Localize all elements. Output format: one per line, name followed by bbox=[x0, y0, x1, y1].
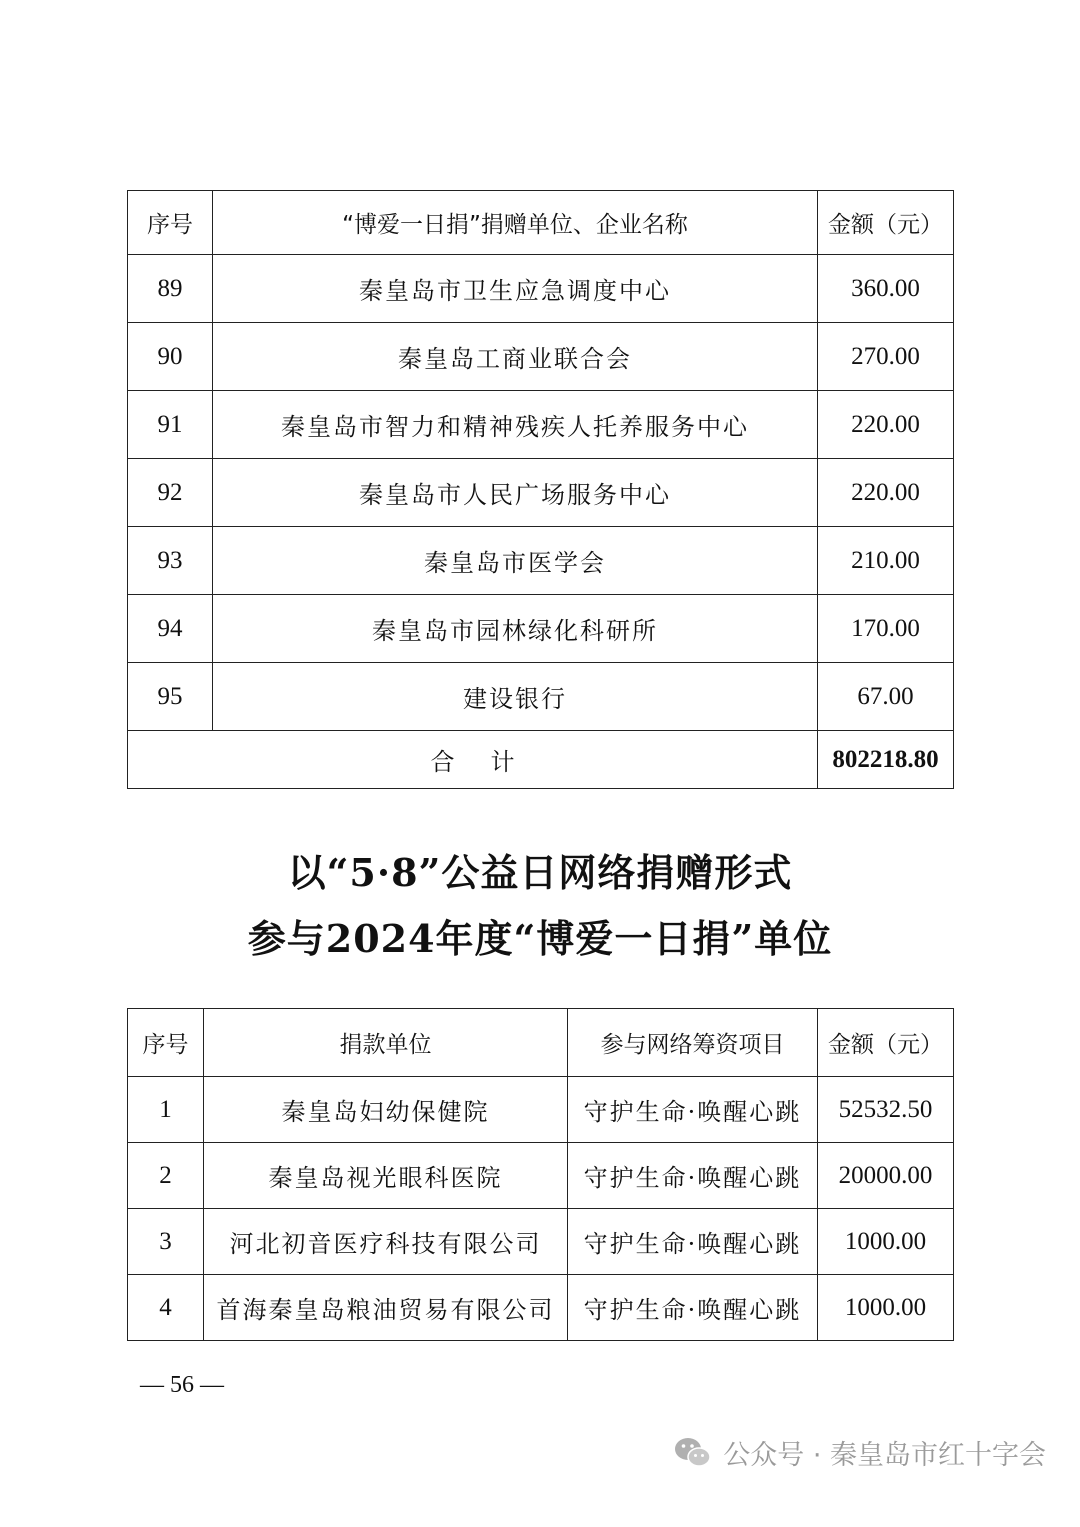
cell-name: 秦皇岛市智力和精神残疾人托养服务中心 bbox=[213, 391, 818, 459]
cell-amount: 20000.00 bbox=[818, 1143, 954, 1209]
cell-no: 91 bbox=[128, 391, 213, 459]
watermark-text: 公众号 · 秦皇岛市红十字会 bbox=[723, 1440, 1046, 1471]
table-row bbox=[128, 663, 954, 731]
cell-amount: 220.00 bbox=[818, 391, 954, 459]
donation-table-2 bbox=[127, 1008, 954, 1341]
section-title-line-2: 参与2024年度“博爱一日捐”单位 bbox=[247, 916, 833, 961]
cell-amount: 67.00 bbox=[818, 663, 954, 731]
cell-no: 2 bbox=[128, 1143, 204, 1209]
table-row bbox=[128, 1275, 954, 1341]
cell-project: 守护生命·唤醒心跳 bbox=[568, 1143, 818, 1209]
table-total-row bbox=[128, 731, 954, 789]
cell-no: 1 bbox=[128, 1077, 204, 1143]
cell-name: 秦皇岛市园林绿化科研所 bbox=[213, 595, 818, 663]
cell-no: 3 bbox=[128, 1209, 204, 1275]
header-unit: 捐款单位 bbox=[204, 1009, 568, 1077]
cell-no: 92 bbox=[128, 459, 213, 527]
cell-name: 秦皇岛市医学会 bbox=[213, 527, 818, 595]
cell-project: 守护生命·唤醒心跳 bbox=[568, 1209, 818, 1275]
header-project: 参与网络筹资项目 bbox=[568, 1009, 818, 1077]
wechat-icon bbox=[673, 1436, 713, 1470]
table-row bbox=[128, 1143, 954, 1209]
table-row bbox=[128, 1077, 954, 1143]
table-header-row bbox=[128, 1009, 954, 1077]
cell-amount: 52532.50 bbox=[818, 1077, 954, 1143]
cell-no: 90 bbox=[128, 323, 213, 391]
cell-amount: 1000.00 bbox=[818, 1275, 954, 1341]
cell-amount: 270.00 bbox=[818, 323, 954, 391]
cell-amount: 220.00 bbox=[818, 459, 954, 527]
cell-name: 秦皇岛工商业联合会 bbox=[213, 323, 818, 391]
cell-no: 4 bbox=[128, 1275, 204, 1341]
table-header-row bbox=[128, 191, 954, 255]
cell-amount: 170.00 bbox=[818, 595, 954, 663]
total-label: 合计 bbox=[128, 731, 818, 789]
cell-no: 95 bbox=[128, 663, 213, 731]
cell-no: 89 bbox=[128, 255, 213, 323]
cell-no: 93 bbox=[128, 527, 213, 595]
cell-project: 守护生命·唤醒心跳 bbox=[568, 1275, 818, 1341]
cell-unit: 秦皇岛妇幼保健院 bbox=[204, 1077, 568, 1143]
cell-name: 秦皇岛市卫生应急调度中心 bbox=[213, 255, 818, 323]
cell-project: 守护生命·唤醒心跳 bbox=[568, 1077, 818, 1143]
watermark bbox=[673, 1433, 1046, 1472]
table-row bbox=[128, 323, 954, 391]
table-row bbox=[128, 255, 954, 323]
header-amount: 金额（元） bbox=[818, 191, 954, 255]
cell-amount: 210.00 bbox=[818, 527, 954, 595]
cell-no: 94 bbox=[128, 595, 213, 663]
section-title-line-1: 以“5·8”公益日网络捐赠形式 bbox=[287, 850, 793, 895]
table-row bbox=[128, 1209, 954, 1275]
header-no: 序号 bbox=[128, 1009, 204, 1077]
table-row bbox=[128, 527, 954, 595]
table-row bbox=[128, 391, 954, 459]
cell-amount: 360.00 bbox=[818, 255, 954, 323]
cell-amount: 1000.00 bbox=[818, 1209, 954, 1275]
cell-name: 建设银行 bbox=[213, 663, 818, 731]
header-no: 序号 bbox=[128, 191, 213, 255]
cell-unit: 首海秦皇岛粮油贸易有限公司 bbox=[204, 1275, 568, 1341]
table-row bbox=[128, 459, 954, 527]
total-value: 802218.80 bbox=[818, 731, 954, 789]
header-amount: 金额（元） bbox=[818, 1009, 954, 1077]
donation-table-1 bbox=[127, 190, 954, 789]
header-name: “博爱一日捐”捐赠单位、企业名称 bbox=[213, 191, 818, 255]
cell-unit: 河北初音医疗科技有限公司 bbox=[204, 1209, 568, 1275]
page-number: — 56 — bbox=[140, 1372, 224, 1398]
table-row bbox=[128, 595, 954, 663]
cell-name: 秦皇岛市人民广场服务中心 bbox=[213, 459, 818, 527]
cell-unit: 秦皇岛视光眼科医院 bbox=[204, 1143, 568, 1209]
